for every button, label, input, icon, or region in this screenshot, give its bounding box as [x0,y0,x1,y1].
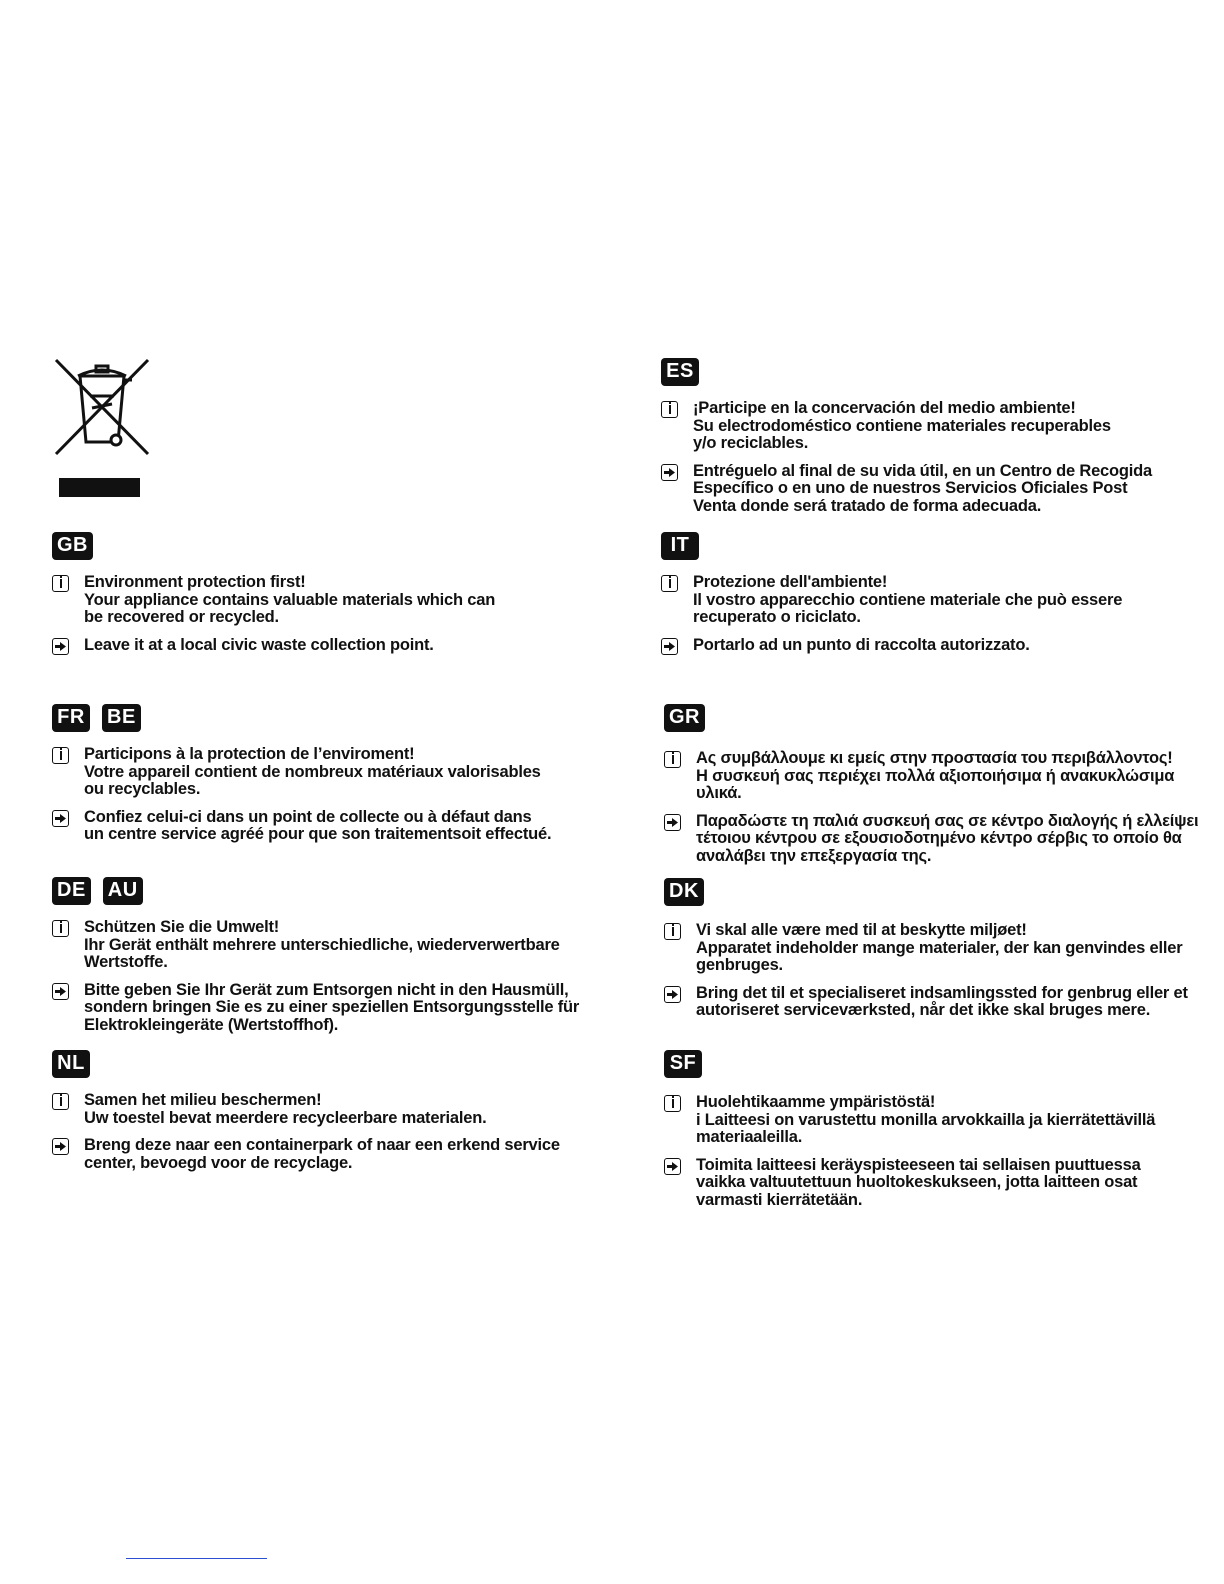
arrow-right-icon [664,1158,681,1175]
info-text: Vi skal alle være med til at beskytte miljøet! Apparatet indeholder mange materialer, der kan genvindes eller genbruges. [696,921,1183,974]
action-text: Entréguelo al final de su vida útil, en un Centro de Recogida Específico o en uno de nuestros Servicios Oficiales Post Venta donde será tratado de forma adecuada. [693,461,1153,515]
section-fr-be [52,704,612,844]
info-row [52,746,612,799]
section-sf [664,1050,1204,1209]
action-row [661,463,1201,516]
info-text: Schützen Sie die Umwelt! Ihr Gerät enthält mehrere unterschiedliche, wiederverwertbare Wertstoffe. [84,918,560,971]
info-text: ¡Participe en la concervación del medio ambiente! Su electrodoméstico contiene materiales recuperables y/o reciclables. [693,399,1111,452]
info-row [664,750,1204,803]
action-text: Παραδώστε τη παλιά συσκευή σας σε κέντρο διαλογής ή ελλείψει τέτοιου κέντρου σε εξουσιοδοτημένο κέντρο σέρβις το οποίο θα αναλάβει την επεξεργασία της. [696,811,1199,865]
info-icon [52,575,69,592]
section-nl [52,1050,612,1172]
action-text: Leave it at a local civic waste collection point. [84,635,434,654]
arrow-right-icon [52,983,69,1000]
info-icon [52,747,69,764]
info-row [52,919,612,972]
footer-rule [126,1558,267,1559]
info-text: Ας συμβάλλουμε κι εμείς στην προστασία του περιβάλλοντος! Η συσκευή σας περιέχει πολλά αξιοποιήσιμα ή ανακυκλώσιμα υλικά. [696,749,1175,802]
action-text: Bitte geben Sie Ihr Gerät zum Entsorgen nicht in den Hausmüll, sondern bringen Sie es zu einer speziellen Entsorgungsstelle für Elektrokleingeräte (Wertstoffhof). [84,980,580,1034]
language-badge-es: ES [661,358,699,386]
action-text: Toimita laitteesi keräyspisteeseen tai sellaisen puuttuessa vaikka valtuutettuun huoltokeskukseen, jotta laitteen osat varmasti kierrätetään. [696,1155,1141,1209]
language-badge-fr: FR [52,704,90,732]
info-row [664,922,1204,975]
section-gr [664,704,1204,865]
language-badge-dk: DK [664,878,704,906]
info-row [661,574,1201,627]
action-row [52,1137,612,1172]
section-it [661,532,1201,654]
info-text: Environment protection first! Your appliance contains valuable materials which can be recovered or recycled. [84,573,496,626]
info-icon [661,575,678,592]
info-icon [661,401,678,418]
language-badge-au: AU [103,877,143,905]
arrow-right-icon [664,986,681,1003]
action-row [664,1157,1204,1210]
language-badge-nl: NL [52,1050,90,1078]
crossed-out-wheelie-bin-icon [50,356,154,460]
language-badge-be: BE [102,704,141,732]
section-de-au [52,877,612,1034]
info-icon [664,751,681,768]
action-row [52,982,612,1035]
action-row [52,637,612,655]
action-text: Breng deze naar een containerpark of naar een erkend service center, bevoegd voor de recyclage. [84,1136,560,1172]
section-es [661,358,1201,515]
language-badge-gr: GR [664,704,705,732]
info-text: Samen het milieu beschermen! Uw toestel bevat meerdere recycleerbare materialen. [84,1091,487,1127]
info-text: Protezione dell'ambiente! Il vostro apparecchio contiene materiale che può essere recuperato o riciclato. [693,573,1123,626]
info-icon [52,920,69,937]
section-gb [52,532,612,654]
info-icon [664,923,681,940]
action-row [52,809,612,844]
info-row [661,400,1201,453]
language-badge-it: IT [661,532,699,560]
arrow-right-icon [52,638,69,655]
section-dk [664,878,1204,1020]
action-text: Portarlo ad un punto di raccolta autorizzato. [693,635,1030,654]
info-row [52,574,612,627]
info-row [52,1092,612,1127]
arrow-right-icon [661,638,678,655]
arrow-right-icon [661,464,678,481]
arrow-right-icon [52,1138,69,1155]
info-icon [664,1095,681,1112]
language-badge-gb: GB [52,532,93,560]
info-icon [52,1093,69,1110]
action-row [664,813,1204,866]
arrow-right-icon [664,814,681,831]
action-row [661,637,1201,655]
info-text: Huolehtikaamme ympäristöstä! i Laitteesi on varustettu monilla arvokkailla ja kierrätettävillä materiaaleilla. [696,1093,1156,1146]
action-row [664,985,1204,1020]
language-badge-sf: SF [664,1050,702,1078]
info-row [664,1094,1204,1147]
action-text: Bring det til et specialiseret indsamlingssted for genbrug eller et autoriseret serviceværksted, når det ikke skal bruges mere. [696,983,1188,1019]
arrow-right-icon [52,810,69,827]
info-text: Participons à la protection de l’enviroment! Votre appareil contient de nombreux matériaux valorisables ou recyclables. [84,745,541,798]
language-badge-de: DE [52,877,91,905]
action-text: Confiez celui-ci dans un point de collecte ou à défaut dans un centre service agréé pour que son traitementsoit effectué. [84,807,552,843]
weee-bar [59,478,140,497]
